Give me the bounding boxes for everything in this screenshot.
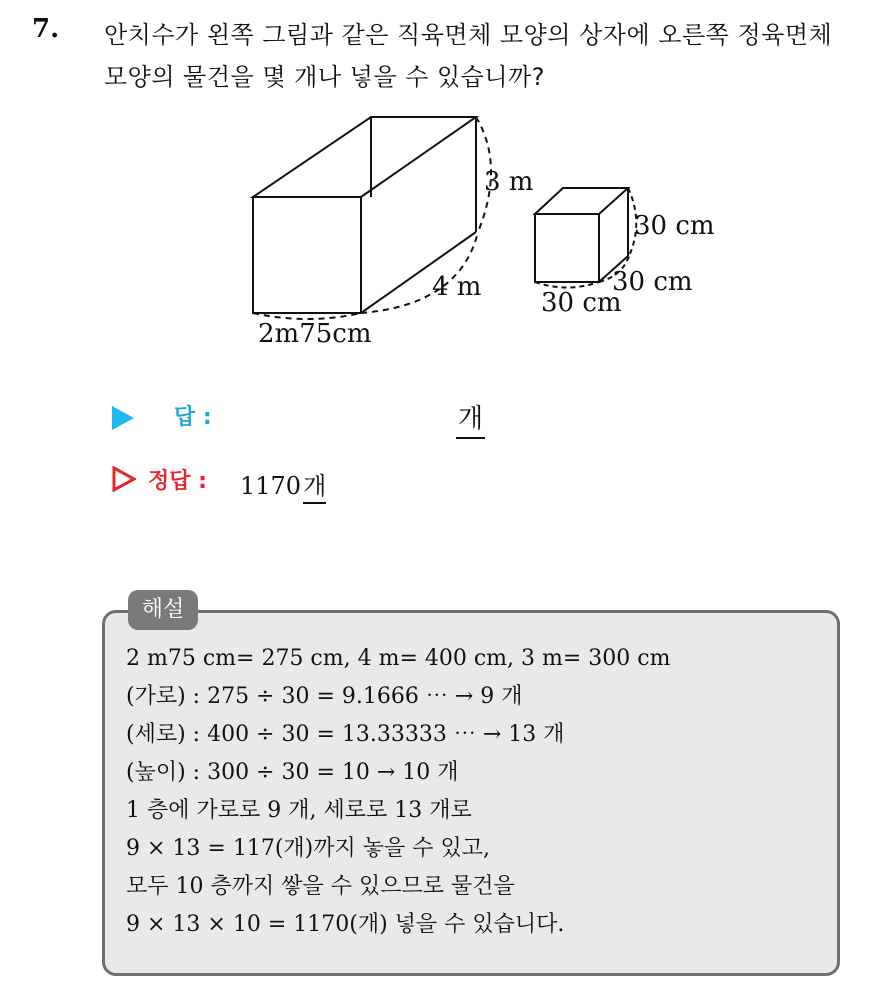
cube-height-label: 30 cm [634,211,715,241]
figure [0,0,884,380]
answer-label: 답 : [174,405,212,430]
question-line-1: 안치수가 왼쪽 그림과 같은 직육면체 모양의 상자에 오른쪽 정육면체 [104,21,833,49]
solution-line-8: 9 × 13 × 10 = 1170(개) 넣을 수 있습니다. [126,912,565,937]
cube-front-face [535,214,599,282]
correct-label: 정답 : [148,469,207,494]
solution-tab: 해설 [128,590,198,630]
solution-line-7: 모두 10 층까지 쌓을 수 있으므로 물건을 [126,874,515,899]
box-width-label: 2m75cm [258,319,372,349]
question-line-2: 모양의 물건을 몇 개나 넣을 수 있습니까? [104,63,545,91]
cube-width-label: 30 cm [541,288,622,318]
box-front-face [253,197,361,313]
box-top-face [253,117,476,197]
answer-triangle-icon [112,406,134,430]
outline-triangle-icon [112,466,136,492]
solution-line-2: (가로) : 275 ÷ 30 = 9.1666 ⋯ → 9 개 [126,684,523,709]
correct-value: 1170 [240,472,302,500]
cube-depth-label: 30 cm [612,267,693,297]
correct-value-wrap [240,466,326,501]
solution-line-1: 2 m75 cm= 275 cm, 4 m= 400 cm, 3 m= 300 cm [126,646,671,671]
solution-line-3: (세로) : 400 ÷ 30 = 13.33333 ⋯ → 13 개 [126,722,565,747]
box-depth-label: 4 m [432,272,482,302]
answer-blank[interactable]: 개 [456,398,485,439]
cube-top-face [535,188,628,214]
solution-line-5: 1 층에 가로로 9 개, 세로로 13 개로 [126,798,472,823]
solution-line-4: (높이) : 300 ÷ 30 = 10 → 10 개 [126,760,459,785]
answer-row [112,398,512,438]
question-number: 7. [32,14,60,44]
correct-unit: 개 [303,472,326,504]
solution-line-6: 9 × 13 = 117(개)까지 놓을 수 있고, [126,836,490,861]
solution-text [126,640,826,944]
box-height-label: 3 m [484,167,534,197]
